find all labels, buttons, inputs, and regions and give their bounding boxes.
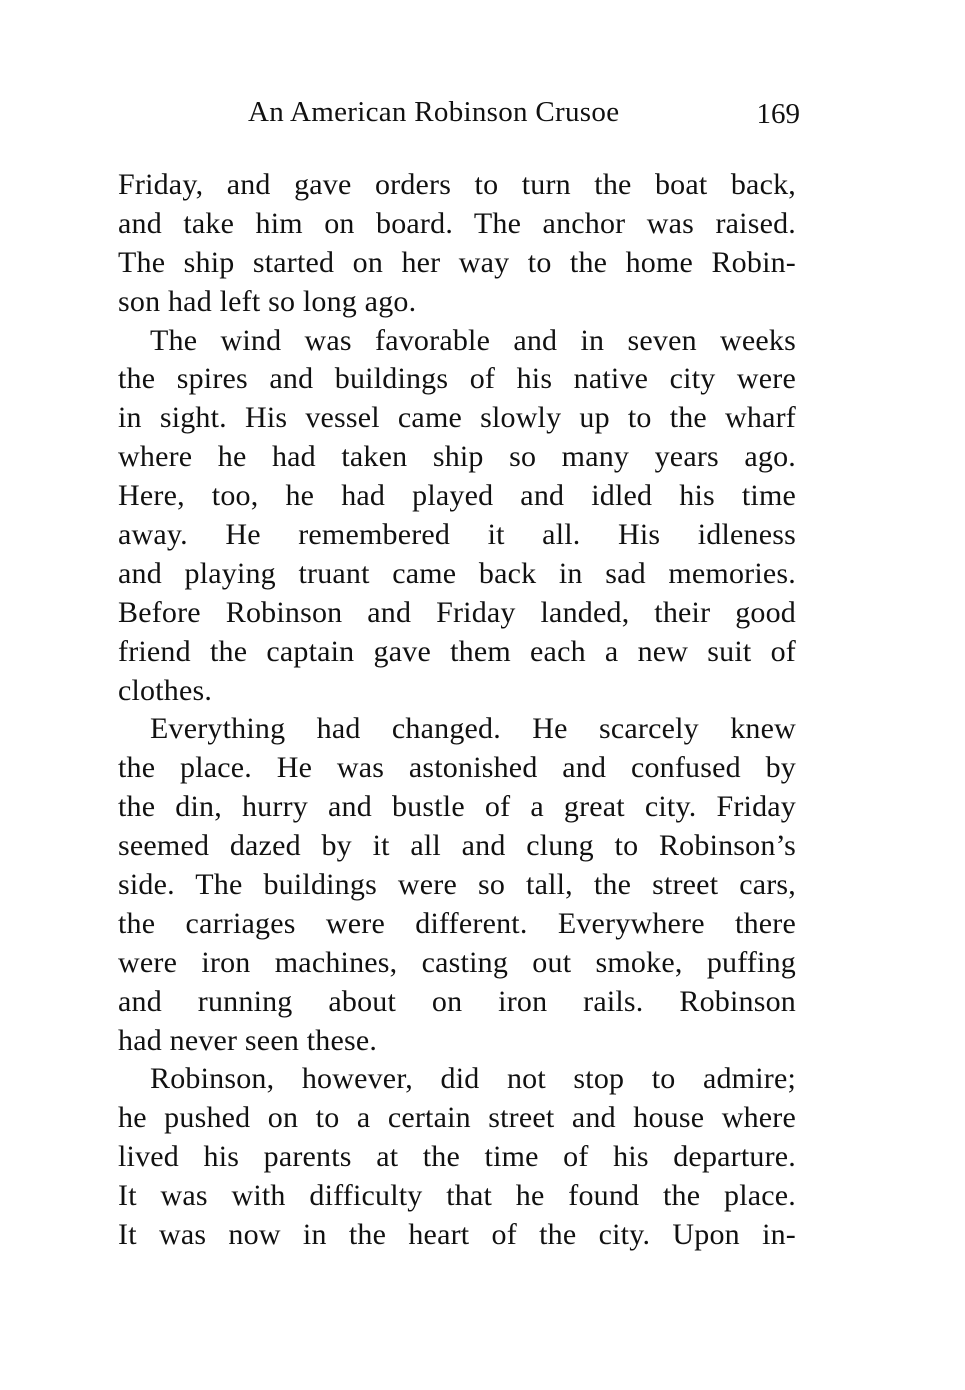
text-line: friend the captain gave them each a new suit of <box>118 634 796 668</box>
text-line: the place. He was astonished and confused by <box>118 751 796 785</box>
text-line: the carriages were different. Everywhere there <box>118 906 796 940</box>
text-line: clothes. <box>118 673 213 707</box>
text-line: Friday, and gave orders to turn the boat back, <box>118 168 796 201</box>
running-title: An American Robinson Crusoe <box>248 96 620 128</box>
text-line: It was with difficulty that he found the place. <box>118 1179 796 1213</box>
page-number: 169 <box>756 98 800 130</box>
text-line: Here, too, he had played and idled his time <box>118 479 796 513</box>
text-line: where he had taken ship so many years ago. <box>118 440 796 474</box>
text-line: Robinson, however, did not stop to admire; <box>150 1062 796 1096</box>
paragraph <box>118 166 796 322</box>
text-line: were iron machines, casting out smoke, puffing <box>118 945 796 979</box>
text-line: seemed dazed by it all and clung to Robinson’s <box>118 829 796 863</box>
text-line: The wind was favorable and in seven weeks <box>150 323 796 357</box>
text-line: It was now in the heart of the city. Upon in- <box>118 1218 796 1252</box>
text-line: and take him on board. The anchor was raised. <box>118 206 796 240</box>
text-line: the spires and buildings of his native city were <box>118 362 796 396</box>
text-line: son had left so long ago. <box>118 284 417 318</box>
text-line: Before Robinson and Friday landed, their good <box>118 595 796 629</box>
text-line: side. The buildings were so tall, the street cars, <box>118 868 796 902</box>
running-head <box>118 96 800 136</box>
text-line: the din, hurry and bustle of a great city. Friday <box>118 790 796 824</box>
text-line: The ship started on her way to the home Robin- <box>118 245 796 279</box>
paragraph <box>118 322 796 711</box>
body-text <box>118 166 796 1255</box>
text-line: lived his parents at the time of his departure. <box>118 1140 796 1174</box>
paragraph <box>118 710 796 1060</box>
text-line: and running about on iron rails. Robinson <box>118 984 796 1018</box>
text-line: had never seen these. <box>118 1023 378 1057</box>
text-line: and playing truant came back in sad memories. <box>118 556 796 590</box>
text-line: in sight. His vessel came slowly up to the wharf <box>118 401 796 435</box>
text-line: he pushed on to a certain street and house where <box>118 1101 796 1135</box>
text-line: away. He remembered it all. His idleness <box>118 518 796 552</box>
text-line: Everything had changed. He scarcely knew <box>150 712 796 746</box>
paragraph <box>118 1060 796 1254</box>
